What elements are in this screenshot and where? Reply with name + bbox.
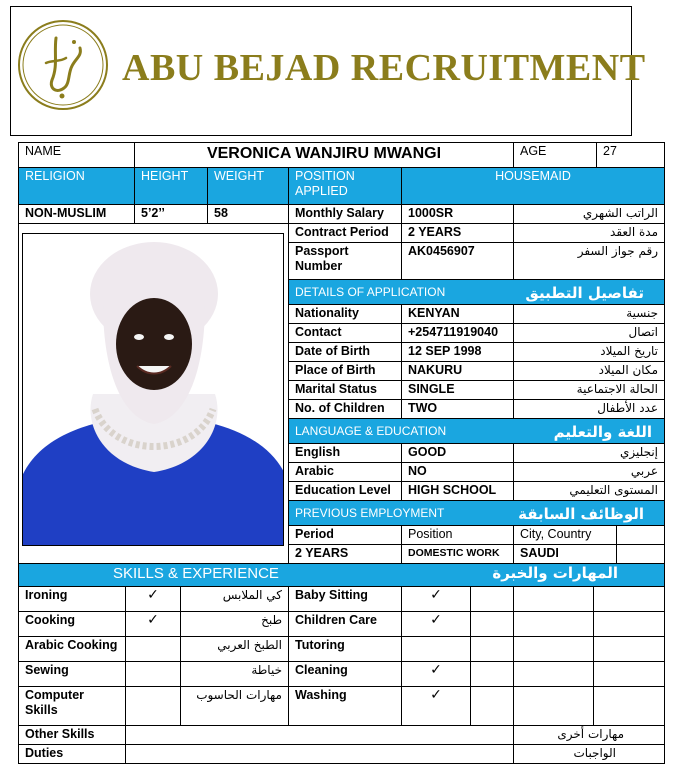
position-applied-header: POSITION APPLIED [288,167,402,205]
nationality-value: KENYAN [401,304,514,324]
children-label: No. of Children [288,399,402,419]
english-value: GOOD [401,443,514,463]
children-label-ar: عدد الأطفال [513,399,665,419]
arabic-label: Arabic [288,462,402,482]
company-name: ABU BEJAD RECRUITMENT [122,47,646,89]
skill-empty-cell [593,586,665,612]
education-label-ar: المستوى التعليمي [513,481,665,501]
height-header: HEIGHT [134,167,208,205]
other-skills-label: Other Skills [18,725,126,745]
duties-label: Duties [18,744,126,764]
education-value: HIGH SCHOOL [401,481,514,501]
marital-value: SINGLE [401,380,514,400]
skill-childcare-label: Children Care [288,611,402,637]
religion-value: NON-MUSLIM [18,204,135,224]
skill-sewing-ar: خياطة [180,661,289,687]
skill-empty-cell [593,661,665,687]
city-value: SAUDI [513,544,617,564]
applicant-photo [22,233,284,546]
employment-header [288,500,665,526]
duties-value [125,744,514,764]
children-value: TWO [401,399,514,419]
skill-empty-cell [513,661,594,687]
arabic-value: NO [401,462,514,482]
skill-ironing-check: ✓ [125,586,181,612]
salary-label: Monthly Salary [288,204,402,224]
skill-empty-cell [513,586,594,612]
language-header-ar: اللغة والتعليم [553,423,652,441]
skill-tutoring-check [401,636,471,662]
name-label: NAME [18,142,135,168]
language-header [288,418,665,444]
skill-empty-cell [513,686,594,726]
dob-value: 12 SEP 1998 [401,342,514,362]
contract-value: 2 YEARS [401,223,514,243]
company-logo [16,18,110,112]
skill-sewing-label: Sewing [18,661,126,687]
skill-computer-label: Computer Skills [18,686,126,726]
age-label: AGE [513,142,597,168]
employment-position-value: DOMESTIC WORK [401,544,514,564]
nationality-label: Nationality [288,304,402,324]
period-value: 2 YEARS [288,544,402,564]
pob-label: Place of Birth [288,361,402,381]
details-header-ar: تفاصيل التطبيق [525,284,644,302]
contact-label: Contact [288,323,402,343]
passport-label-ar: رقم جواز السفر [513,242,665,280]
pob-value: NAKURU [401,361,514,381]
contract-label: Contract Period [288,223,402,243]
skill-arabic-cooking-label: Arabic Cooking [18,636,126,662]
weight-value: 58 [207,204,289,224]
details-header-en: DETAILS OF APPLICATION [295,285,446,299]
language-header-en: LANGUAGE & EDUCATION [295,424,447,438]
employment-header-ar: الوظائف السابقة [518,505,644,523]
salary-value: 1000SR [401,204,514,224]
passport-label: Passport Number [288,242,402,280]
skill-cleaning-check: ✓ [401,661,471,687]
skill-babysitting-label: Baby Sitting [288,586,402,612]
other-skills-value [125,725,514,745]
skill-washing-label: Washing [288,686,402,726]
skill-tutoring-label: Tutoring [288,636,402,662]
religion-header: RELIGION [18,167,135,205]
other-skills-ar: مهارات أخرى [513,725,665,745]
skill-empty-cell [470,586,514,612]
skill-cooking-ar: طبخ [180,611,289,637]
skill-cooking-check: ✓ [125,611,181,637]
skill-babysitting-check: ✓ [401,586,471,612]
skill-empty-cell [470,686,514,726]
age-value: 27 [596,142,665,168]
skill-cleaning-label: Cleaning [288,661,402,687]
skill-empty-cell [470,636,514,662]
skill-empty-cell [593,611,665,637]
skill-childcare-check: ✓ [401,611,471,637]
skills-header-en: SKILLS & EXPERIENCE [113,565,279,582]
english-label: English [288,443,402,463]
skill-computer-check [125,686,181,726]
employment-header-en: PREVIOUS EMPLOYMENT [295,506,445,520]
duties-ar: الواجبات [513,744,665,764]
salary-label-ar: الراتب الشهري [513,204,665,224]
skill-empty-cell [593,686,665,726]
skill-arabic-cooking-check [125,636,181,662]
dob-label-ar: تاريخ الميلاد [513,342,665,362]
skill-computer-ar: مهارات الحاسوب [180,686,289,726]
applicant-name: VERONICA WANJIRU MWANGI [134,142,514,168]
skill-empty-cell [593,636,665,662]
skill-empty-cell [513,611,594,637]
skill-cooking-label: Cooking [18,611,126,637]
employment-extra-cell [616,525,665,545]
contact-label-ar: اتصال [513,323,665,343]
position-value: HOUSEMAID [401,167,665,205]
contact-value: +254711919040 [401,323,514,343]
marital-label: Marital Status [288,380,402,400]
details-header [288,279,665,305]
contract-label-ar: مدة العقد [513,223,665,243]
skill-ironing-label: Ironing [18,586,126,612]
skill-arabic-cooking-ar: الطبخ العربي [180,636,289,662]
dob-label: Date of Birth [288,342,402,362]
education-label: Education Level [288,481,402,501]
period-label: Period [288,525,402,545]
city-label: City, Country [513,525,617,545]
skill-washing-check: ✓ [401,686,471,726]
english-label-ar: إنجليزي [513,443,665,463]
nationality-label-ar: جنسية [513,304,665,324]
skill-empty-cell [470,661,514,687]
weight-header: WEIGHT [207,167,289,205]
passport-value: AK0456907 [401,242,514,280]
skills-header [18,563,665,587]
height-value: 5’2’’ [134,204,208,224]
position-label: Position [401,525,514,545]
employment-extra-cell-2 [616,544,665,564]
skill-empty-cell [513,636,594,662]
skill-empty-cell [470,611,514,637]
skill-sewing-check [125,661,181,687]
arabic-label-ar: عربي [513,462,665,482]
marital-label-ar: الحالة الاجتماعية [513,380,665,400]
pob-label-ar: مكان الميلاد [513,361,665,381]
skill-ironing-ar: كي الملابس [180,586,289,612]
skills-header-ar: المهارات والخبرة [492,564,618,582]
